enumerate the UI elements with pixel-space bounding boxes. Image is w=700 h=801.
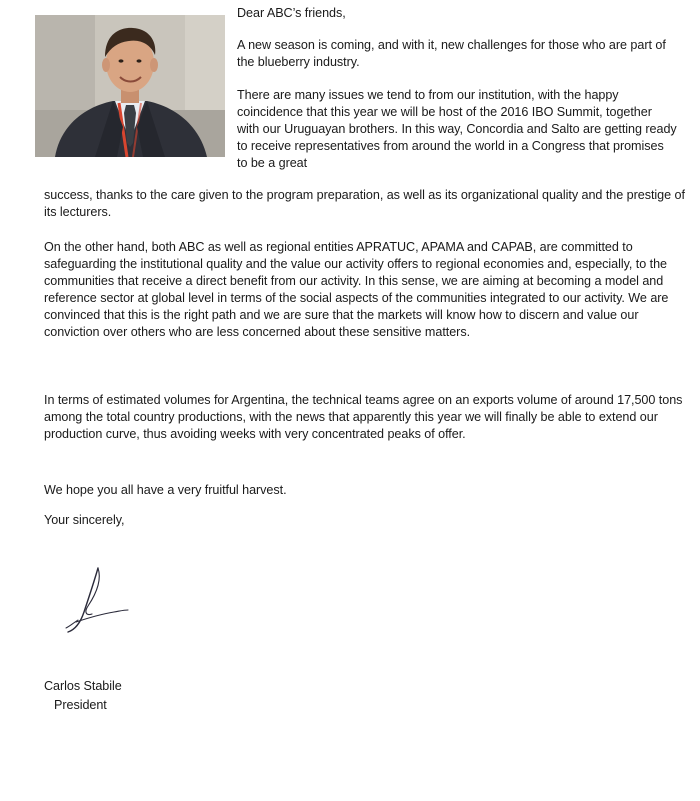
- signer-name: Carlos Stabile: [44, 679, 122, 693]
- paragraph-estimated-volumes: In terms of estimated volumes for Argentina, the technical teams agree on an exports volume of around 17,500 tons among the total country productions, with the news that apparently this year we will finally be able to extend our production curve, thus avoiding weeks with very concentrated peaks of offer.: [44, 393, 683, 441]
- paragraph-institutional-quality: On the other hand, both ABC as well as regional entities APRATUC, APAMA and CAPAB, are committed to safeguarding the institutional quality and the value our activity offers to regional economies and, especially, to the communities that receive a direct benefit from our activity. In this sense, we are aiming at becoming a model and reference sector at global level in terms of the social aspects of the communities integrated to our activity. We are convinced that this is the right path and we are sure that the markets will know how to discern and value our conviction over others who are less concerned about these sensitive matters.: [44, 240, 669, 339]
- greeting: Dear ABC’s friends,: [237, 6, 346, 20]
- paragraph-ibo-summit-bottom: success, thanks to the care given to the program preparation, as well as its organizational quality and the prestige of its lecturers.: [44, 188, 685, 219]
- paragraph-harvest-wish: We hope you all have a very fruitful harvest.: [44, 483, 287, 497]
- signer-title: President: [54, 698, 107, 712]
- closing-salutation: Your sincerely,: [44, 513, 125, 527]
- paragraph-ibo-summit-top: There are many issues we tend to from our institution, with the happy coincidence that this year we will be host of the 2016 IBO Summit, together with our Uruguayan brothers. In this way, Concordia and Salto are getting ready to receive representatives from around the world in a Congress that promises to be a great: [237, 88, 677, 170]
- paragraph-intro: A new season is coming, and with it, new challenges for those who are part of the blueberry industry.: [237, 38, 666, 69]
- signature-image: [58, 560, 138, 660]
- president-photo: [35, 15, 225, 157]
